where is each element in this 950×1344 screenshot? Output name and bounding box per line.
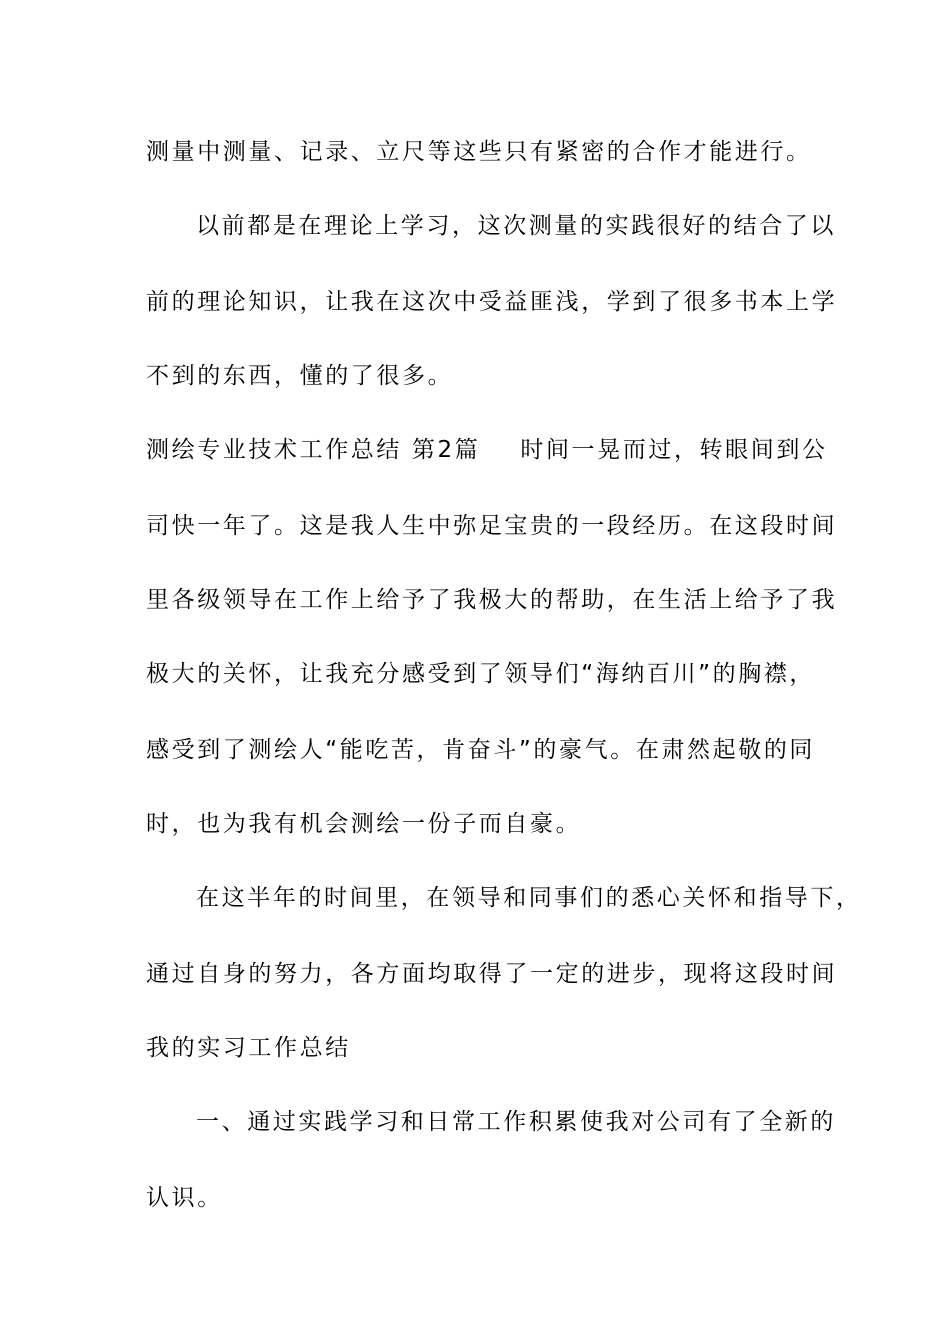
text-line: 以前都是在理论上学习，这次测量的实践很好的结合了以 — [196, 213, 836, 239]
section-heading-line — [146, 432, 828, 468]
text-line: 司快一年了。这是我人生中弥足宝贵的一段经历。在这段时间 — [146, 513, 838, 539]
text-line: 里各级领导在工作上给予了我极大的帮助，在生活上给予了我 — [146, 587, 838, 613]
text-line: 通过自身的努力，各方面均取得了一定的进步，现将这段时间 — [146, 961, 838, 987]
text-line: 前的理论知识，让我在这次中受益匪浅，学到了很多书本上学 — [146, 289, 838, 315]
text-run: 时间一晃而过，转眼间到公 — [520, 437, 828, 463]
text-line: 不到的东西，懂的了很多。 — [146, 363, 454, 389]
section-heading: 测绘专业技术工作总结 第2篇 — [146, 437, 481, 463]
text-line: 一、通过实践学习和日常工作积累使我对公司有了全新的 — [196, 1109, 836, 1135]
text-line: 极大的关怀，让我充分感受到了领导们“海纳百川”的胸襟， — [146, 661, 816, 687]
text-line: 认识。 — [146, 1185, 223, 1211]
text-line: 测量中测量、记录、立尺等这些只有紧密的合作才能进行。 — [146, 139, 812, 165]
text-line: 我的实习工作总结 — [146, 1035, 351, 1061]
text-line: 时，也为我有机会测绘一份子而自豪。 — [146, 811, 582, 837]
text-line: 感受到了测绘人“能吃苦，肯奋斗”的豪气。在肃然起敬的同 — [146, 737, 816, 763]
text-line: 在这半年的时间里，在领导和同事们的悉心关怀和指导下， — [196, 885, 862, 911]
